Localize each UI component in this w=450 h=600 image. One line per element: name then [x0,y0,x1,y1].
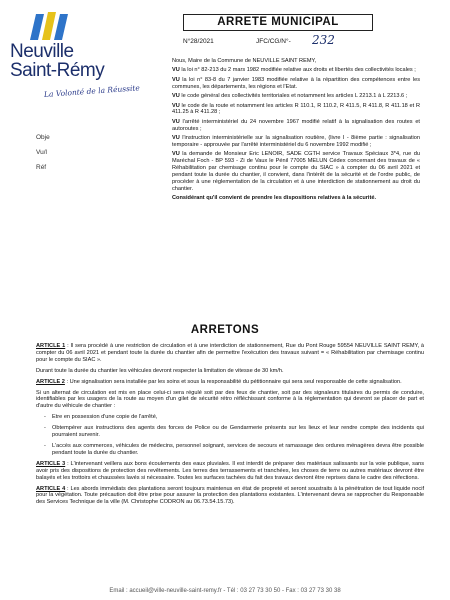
preamble [172,58,420,205]
vu-item: VU la loi n° 83-8 du 7 janvier 1983 modifiée relative à la répartition des compétences entre les communes, les départements, les régions et l'Etat. [172,76,420,90]
article-2: ARTICLE 2 : Une signalisation sera installée par les soins et sous la responsabilité du pétitionnaire qui sera seul responsable de cette signalisation. [36,378,402,385]
logo-city-name-line1: Neuville [10,41,74,62]
vu-item: VU le code de la route et notamment les articles R 110.1, R 110.2, R 411.5, R 411.8, R 411.18 et R 411.25 à R 411.28 ; [172,102,420,116]
vu-item: VU la loi n° 82-213 du 2 mars 1982 modifiée relative aux droits et libertés des collectivités locales ; [172,67,416,74]
logo-tagline: La Volonté de la Réussite [43,83,141,99]
list-item: - L'accès aux commerces, véhicules de médecins, personnel soignant, services de secours et ramassage des ordures ménagères devra être possible pendant toute la durée du chantier. [52,443,424,457]
article-3: ARTICLE 3 : L'intervenant veillera aux bons écoulements des eaux pluviales. Il est interdit de préparer des matériaux salissants sur la voie publique, sans avoir pris des dispositions de protection des revêtements. Les terres des terrassements et tranchées, les choses de terre ou autres matériaux devront être balayés et les trottoirs et chaussées lavés si nécessaire. Toutes les surfaces tachées du fait des travaux devront être reprises dans le cadre des réfections. [36,460,424,481]
articles-body [36,343,424,510]
arrete-number: N°28/2021 [183,38,214,45]
arretons-heading: ARRETONS [190,324,260,336]
vu-item: VU l'instruction interministérielle sur la signalisation routière, (livre I - 8ième partie : signalisation temporaire - approuvée par l'arrêté interministériel du 6 novembre 1992 modifié ; [172,135,420,149]
vu-item: VU la demande de Monsieur Eric LENOIR, SADE CGTH service Travaux Spéciaux 3*4, rue du Maréchal Foch - BP 593 - Zi de Vaux le Pénil 77005 MELUN Cédex concernant des travaux de « Réhabilitation par chemisage continu pour le compte du SIAC » à compter du 06 avril 2021 et pendant toute la durée du chantier, il convient, dans l'intérêt de la sécurité et de l'ordre public, de procéder à une réglementation de la circulation et à une interdiction de stationnement au droit du chantier. [172,151,420,192]
footer-contact: Email : accueil@ville-neuville-saint-remy.fr - Tél : 03 27 73 30 50 - Fax : 03 27 73 30 38 [109,588,341,594]
preamble-intro: Nous, Maire de la Commune de NEUVILLE SAINT REMY, [172,58,317,64]
vu-item: VU le code général des collectivités territoriales et notamment les articles L 2213.1 à L 2213.6 ; [172,93,408,100]
logo-city-name-line2: Saint-Rémy [10,60,105,81]
handwritten-number: 232 [312,33,335,47]
label-ref: Réf [36,164,47,171]
article-1: ARTICLE 1 : Il sera procédé à une restriction de circulation et à une interdiction de stationnement, Rue du Pont Rouge 59554 NEUVILLE SAINT REMY, à compter du 06 avril 2021 et pendant toute la durée du chantier afin de permettre l'exécution des travaux suivant = « Réhabilitation par chemisage continu pour le compte du SIAC ». [36,343,425,363]
label-vu: Vu/l [36,149,47,156]
speed-limit-note: Durant toute la durée du chantier les véhicules devront respecter la limitation de vitesse de 30 km/h. [36,367,284,374]
vu-item: VU l'arrêté interministériel du 24 novembre 1967 modifié relatif à la signalisation des routes et autoroutes ; [172,118,420,132]
document-title: ARRETE MUNICIPAL [183,14,373,31]
considerant: Considérant qu'il convient de prendre les dispositions relatives à la sécurité. [172,195,377,202]
article-4: ARTICLE 4 : Les abords immédiats des plantations seront toujours maintenus en état de propreté et seront soustraits à la pénétration de tout liquide nocif pour la végétation. Toute précaution doit être prise pour assurer la protection des plantations existantes. L'intervenant devra se rapprocher du Responsable des Services Technique de la ville (M. Christophe CODRON au 06.73.54.15.73). [36,485,424,506]
label-objet: Obje [36,134,50,141]
list-item: - Etre en possession d'une copie de l'arrêté, [52,414,424,421]
city-logo-graphic [24,10,78,42]
alternat-paragraph: Si un alternat de circulation est mis en place celui-ci sera régulé soit par des feux de chantier, soit par des signaleurs titulaires du permis de conduire, identifiables par les usagers de la route au moyen d'un gilet de sécurité rétro réfléchissant conforme à la réglementation qui devront se placer de part et d'autre du véhicule de chantier : [36,389,424,410]
obligations-list [36,414,424,457]
reference-code: JFC/CG/N°- [256,38,291,45]
list-item: - Obtempérer aux instructions des agents des forces de Police ou de Gendarmerie présents sur les lieux et leur rendre compte des incidents qui pourraient survenir. [52,425,424,439]
